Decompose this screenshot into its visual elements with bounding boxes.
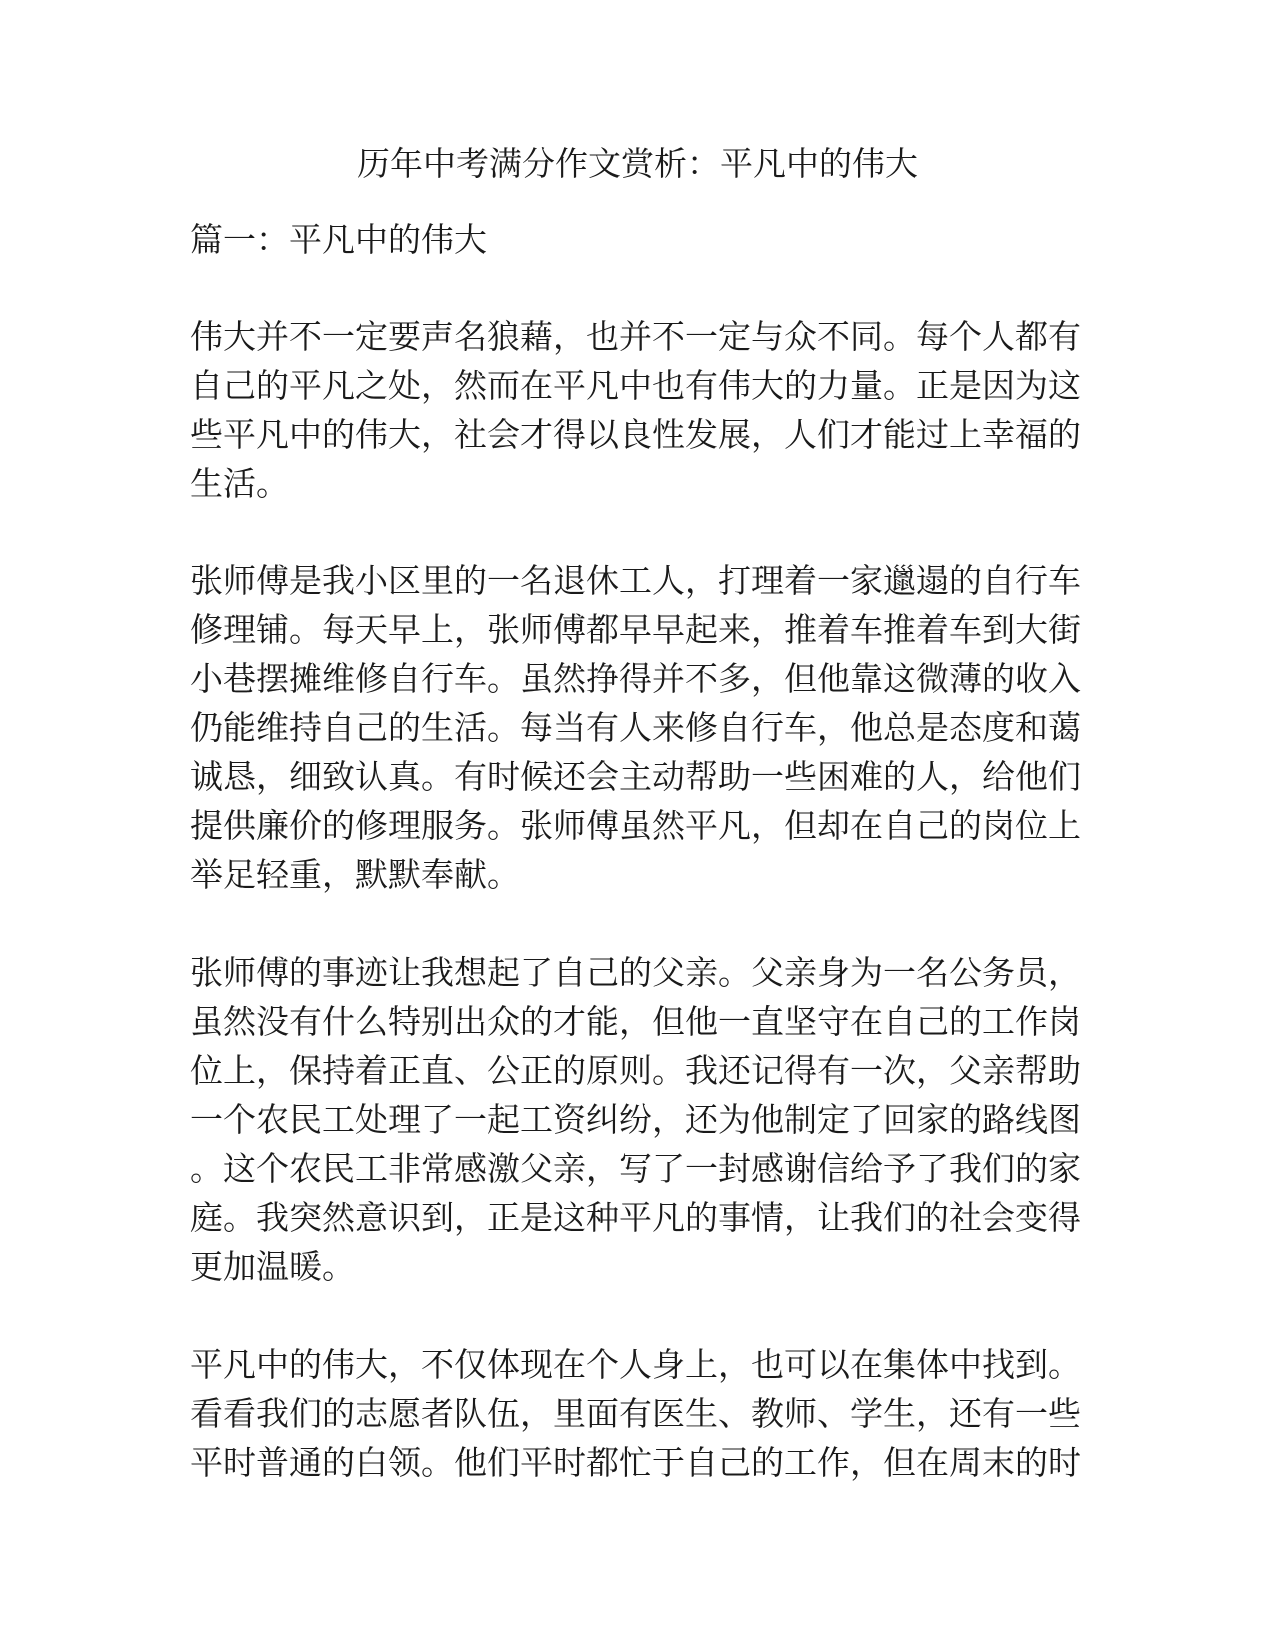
text-line: 虽然没有什么特别出众的才能，但他一直坚守在自己的工作岗 <box>190 1002 1081 1041</box>
text-line: 些平凡中的伟大，社会才得以良性发展，人们才能过上幸福的 <box>190 415 1081 454</box>
text-line: 举足轻重，默默奉献。 <box>190 855 520 894</box>
text-line: 平凡中的伟大，不仅体现在个人身上，也可以在集体中找到。 <box>190 1345 1081 1384</box>
text-line: 自己的平凡之处，然而在平凡中也有伟大的力量。正是因为这 <box>190 366 1081 405</box>
text-line: 张师傅的事迹让我想起了自己的父亲。父亲身为一名公务员， <box>190 953 1081 992</box>
text-line: 小巷摆摊维修自行车。虽然挣得并不多，但他靠这微薄的收入 <box>190 659 1081 698</box>
text-line: 诚恳，细致认真。有时候还会主动帮助一些困难的人，给他们 <box>190 757 1081 796</box>
text-line: 看看我们的志愿者队伍，里面有医生、教师、学生，还有一些 <box>190 1394 1081 1433</box>
text-line: 仍能维持自己的生活。每当有人来修自行车，他总是态度和蔼 <box>190 708 1081 747</box>
text-line: 生活。 <box>190 464 289 503</box>
text-line: 张师傅是我小区里的一名退休工人，打理着一家邋遢的自行车 <box>190 561 1081 600</box>
text-line: 更加温暖。 <box>190 1247 355 1286</box>
text-line: 位上，保持着正直、公正的原则。我还记得有一次，父亲帮助 <box>190 1051 1081 1090</box>
text-line: 庭。我突然意识到，正是这种平凡的事情，让我们的社会变得 <box>190 1198 1081 1237</box>
paragraph-1 <box>190 312 1090 508</box>
document-title: 历年中考满分作文赏析：平凡中的伟大 <box>357 144 918 183</box>
section-heading: 篇一：平凡中的伟大 <box>190 220 487 259</box>
text-line: 提供廉价的修理服务。张师傅虽然平凡，但却在自己的岗位上 <box>190 806 1081 845</box>
text-line: 修理铺。每天早上，张师傅都早早起来，推着车推着车到大街 <box>190 610 1081 649</box>
paragraph-4 <box>190 1340 1090 1487</box>
paragraph-3 <box>190 948 1090 1291</box>
text-line: 。这个农民工非常感激父亲，写了一封感谢信给予了我们的家 <box>190 1149 1081 1188</box>
text-line: 平时普通的白领。他们平时都忙于自己的工作，但在周末的时 <box>190 1443 1081 1482</box>
text-line: 一个农民工处理了一起工资纠纷，还为他制定了回家的路线图 <box>190 1100 1081 1139</box>
text-line: 伟大并不一定要声名狼藉，也并不一定与众不同。每个人都有 <box>190 317 1081 356</box>
paragraph-2 <box>190 556 1090 899</box>
